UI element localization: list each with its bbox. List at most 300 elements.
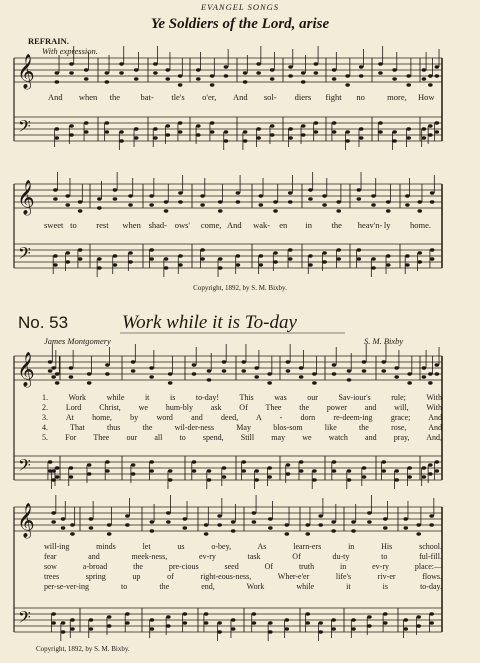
note-head — [362, 360, 367, 363]
verse-line: 5. For Thee our all to spend, Still may we watch and pray, And, — [42, 433, 442, 442]
bass-clef-icon: 𝄢 — [18, 243, 31, 267]
verse-line: 2. Lord Christ, we hum-bly ask Of Thee the power and will, With — [42, 403, 442, 412]
note-head — [416, 615, 421, 618]
note-head — [435, 130, 440, 133]
note-head — [119, 139, 124, 142]
note-head — [270, 124, 275, 127]
note-head — [200, 248, 205, 251]
note-head — [268, 517, 273, 520]
note-head — [267, 372, 272, 375]
bass-clef-icon: 𝄢 — [18, 455, 31, 479]
note-head — [51, 520, 56, 523]
note-head — [435, 363, 440, 366]
note-head — [131, 369, 136, 372]
note-head — [217, 523, 222, 526]
note-head — [207, 478, 212, 481]
note-head — [270, 77, 275, 80]
note-head — [357, 248, 362, 251]
composer-credit: S. M. Bixby — [364, 336, 404, 346]
note-head — [105, 363, 110, 366]
note-head — [359, 65, 364, 68]
note-head — [394, 375, 399, 378]
note-head — [285, 523, 290, 526]
note-head — [207, 369, 212, 372]
note-head — [285, 532, 290, 535]
note-head — [345, 130, 350, 133]
note-head — [288, 257, 293, 260]
note-head — [428, 74, 433, 77]
note-head — [149, 248, 154, 251]
note-head — [89, 517, 94, 520]
note-head — [107, 523, 112, 526]
note-head — [252, 621, 257, 624]
note-head — [241, 369, 246, 372]
note-head — [113, 188, 118, 191]
note-head — [386, 200, 391, 203]
note-head — [164, 209, 169, 212]
note-head — [55, 475, 60, 478]
note-head — [268, 630, 273, 633]
note-head — [53, 263, 58, 266]
note-head — [65, 194, 70, 197]
note-head — [183, 612, 188, 615]
lyric-syllable: And — [233, 92, 248, 102]
note-head — [259, 263, 264, 266]
note-head — [119, 62, 124, 65]
note-head — [168, 381, 173, 384]
note-head — [192, 460, 197, 463]
note-head — [196, 124, 201, 127]
note-head — [178, 191, 183, 194]
note-head — [231, 618, 236, 621]
note-head — [332, 372, 337, 375]
verse-line: sow a-broad the pre-cious seed Of truth in ev-ry place:— — [44, 562, 442, 571]
note-head — [422, 466, 427, 469]
refrain-label: REFRAIN. — [28, 36, 69, 46]
note-head — [53, 254, 58, 257]
note-head — [252, 520, 257, 523]
note-head — [61, 517, 66, 520]
note-head — [286, 463, 291, 466]
note-head — [318, 621, 323, 624]
note-head — [270, 68, 275, 71]
song-number: No. 53 — [18, 313, 69, 332]
note-head — [305, 612, 310, 615]
note-head — [70, 532, 75, 535]
note-head — [416, 523, 421, 526]
note-head — [192, 363, 197, 366]
note-head — [256, 62, 261, 65]
note-head — [332, 121, 337, 124]
note-head — [308, 188, 313, 191]
note-head — [405, 263, 410, 266]
note-head — [254, 478, 259, 481]
note-head — [222, 369, 227, 372]
note-head — [236, 200, 241, 203]
note-head — [61, 621, 66, 624]
note-head — [422, 366, 427, 369]
lyric-syllable: when — [122, 220, 141, 230]
note-head — [164, 266, 169, 269]
note-head — [78, 248, 83, 251]
note-head — [51, 621, 56, 624]
note-head — [435, 121, 440, 124]
note-head — [69, 71, 74, 74]
note-head — [131, 360, 136, 363]
note-head — [78, 200, 83, 203]
note-head — [241, 360, 246, 363]
note-head — [113, 254, 118, 257]
note-head — [105, 121, 110, 124]
note-head — [435, 65, 440, 68]
note-head — [347, 369, 352, 372]
note-head — [347, 478, 352, 481]
note-head — [406, 83, 411, 86]
note-head — [429, 621, 434, 624]
note-head — [168, 469, 173, 472]
note-head — [128, 194, 133, 197]
note-head — [210, 130, 215, 133]
note-head — [222, 466, 227, 469]
note-head — [84, 130, 89, 133]
note-head — [131, 472, 136, 475]
note-head — [357, 257, 362, 260]
note-head — [55, 127, 60, 130]
note-head — [259, 194, 264, 197]
note-head — [286, 472, 291, 475]
note-head — [322, 260, 327, 263]
note-head — [134, 127, 139, 130]
note-head — [87, 381, 92, 384]
note-head — [224, 74, 229, 77]
note-head — [200, 203, 205, 206]
note-head — [204, 523, 209, 526]
lyric-syllable: home. — [410, 220, 432, 230]
note-head — [332, 130, 337, 133]
note-head — [312, 381, 317, 384]
note-head — [422, 68, 427, 71]
lyric-syllable: How — [418, 92, 435, 102]
note-head — [428, 372, 433, 375]
note-head — [270, 133, 275, 136]
note-head — [153, 127, 158, 130]
note-head — [378, 121, 383, 124]
lyric-syllable: en — [279, 220, 288, 230]
note-head — [403, 618, 408, 621]
note-head — [345, 74, 350, 77]
note-head — [428, 124, 433, 127]
note-head — [222, 360, 227, 363]
note-head — [351, 520, 356, 523]
verse-line: 4. That thus the wil-der-ness May blos-som like the rose, And — [42, 423, 442, 432]
note-head — [430, 257, 435, 260]
note-head — [359, 74, 364, 77]
note-head — [204, 612, 209, 615]
note-head — [69, 124, 74, 127]
note-head — [125, 514, 130, 517]
note-head — [301, 133, 306, 136]
running-header: EVANGEL SONGS — [200, 2, 280, 12]
note-head — [149, 194, 154, 197]
note-head — [70, 618, 75, 621]
note-head — [224, 65, 229, 68]
verse-line: 3. At home, by word and deed, A - dorn re-deem-ing grace; And — [42, 413, 442, 422]
note-head — [65, 203, 70, 206]
note-head — [394, 366, 399, 369]
note-head — [105, 469, 110, 472]
note-head — [168, 478, 173, 481]
note-head — [362, 369, 367, 372]
lyric-syllable: when — [78, 92, 98, 102]
note-head — [178, 121, 183, 124]
note-head — [403, 526, 408, 529]
note-head — [48, 460, 53, 463]
note-head — [84, 77, 89, 80]
note-head — [392, 130, 397, 133]
note-head — [305, 532, 310, 535]
note-head — [200, 194, 205, 197]
note-head — [236, 263, 241, 266]
note-head — [166, 511, 171, 514]
note-head — [378, 71, 383, 74]
note-head — [314, 62, 319, 65]
note-head — [134, 77, 139, 80]
note-head — [299, 460, 304, 463]
note-head — [97, 266, 102, 269]
note-head — [69, 375, 74, 378]
note-head — [196, 68, 201, 71]
note-head — [406, 136, 411, 139]
note-head — [386, 209, 391, 212]
note-head — [288, 191, 293, 194]
lyric-syllable: ly — [383, 220, 391, 230]
note-head — [386, 263, 391, 266]
note-head — [105, 71, 110, 74]
note-head — [164, 200, 169, 203]
note-head — [150, 529, 155, 532]
note-head — [53, 188, 58, 191]
note-head — [166, 520, 171, 523]
note-head — [428, 381, 433, 384]
note-head — [224, 139, 229, 142]
note-head — [217, 621, 222, 624]
note-head — [222, 475, 227, 478]
note-head — [416, 624, 421, 627]
note-head — [381, 360, 386, 363]
note-head — [299, 366, 304, 369]
lyric-syllable: sol- — [263, 92, 277, 102]
note-head — [218, 266, 223, 269]
note-head — [407, 372, 412, 375]
note-head — [128, 260, 133, 263]
note-head — [288, 127, 293, 130]
note-head — [113, 197, 118, 200]
lyric-syllable: the — [109, 92, 121, 102]
note-head — [383, 621, 388, 624]
note-head — [332, 68, 337, 71]
note-head — [168, 372, 173, 375]
note-head — [331, 529, 336, 532]
note-head — [149, 460, 154, 463]
note-head — [314, 121, 319, 124]
note-head — [165, 124, 170, 127]
note-head — [105, 460, 110, 463]
note-head — [314, 71, 319, 74]
note-head — [259, 254, 264, 257]
note-head — [70, 523, 75, 526]
note-head — [312, 478, 317, 481]
note-head — [254, 375, 259, 378]
note-head — [165, 68, 170, 71]
verse-line: fear and meek-ness, ev-ry task Of du-ty to ful-fill. — [44, 552, 442, 561]
song2-copyright: Copyright, 1892, by S. M. Bixby. — [36, 645, 130, 653]
note-head — [351, 618, 356, 621]
note-head — [383, 612, 388, 615]
note-head — [153, 71, 158, 74]
note-head — [51, 612, 56, 615]
lyric-syllable: fight — [325, 92, 342, 102]
note-head — [336, 248, 341, 251]
verse-line: will-ing minds let us o-bey, As learn-ers in His school. — [44, 542, 442, 551]
note-head — [430, 191, 435, 194]
note-head — [273, 209, 278, 212]
note-head — [241, 460, 246, 463]
author-credit: James Montgomery — [44, 336, 111, 346]
note-head — [301, 80, 306, 83]
note-head — [267, 466, 272, 469]
note-head — [254, 469, 259, 472]
lyric-syllable: bat- — [140, 92, 154, 102]
note-head — [405, 254, 410, 257]
lyric-syllable: shad- — [148, 220, 167, 230]
note-head — [357, 197, 362, 200]
note-head — [288, 65, 293, 68]
note-head — [97, 257, 102, 260]
note-head — [308, 197, 313, 200]
note-head — [231, 529, 236, 532]
note-head — [332, 469, 337, 472]
note-head — [403, 517, 408, 520]
note-head — [435, 460, 440, 463]
note-head — [422, 127, 427, 130]
note-head — [84, 68, 89, 71]
note-head — [430, 200, 435, 203]
note-head — [259, 203, 264, 206]
note-head — [153, 62, 158, 65]
note-head — [61, 630, 66, 633]
lyric-syllable: o'er, — [202, 92, 217, 102]
song2-title: Work while it is To-day — [122, 312, 297, 333]
note-head — [153, 136, 158, 139]
note-head — [55, 381, 60, 384]
note-head — [357, 188, 362, 191]
note-head — [407, 466, 412, 469]
note-head — [61, 526, 66, 529]
note-head — [105, 130, 110, 133]
note-head — [69, 475, 74, 478]
note-head — [371, 203, 376, 206]
note-head — [345, 83, 350, 86]
note-head — [200, 257, 205, 260]
note-head — [267, 475, 272, 478]
note-head — [422, 136, 427, 139]
note-head — [256, 71, 261, 74]
note-head — [166, 624, 171, 627]
note-head — [69, 466, 74, 469]
note-head — [435, 74, 440, 77]
note-head — [299, 469, 304, 472]
note-head — [196, 77, 201, 80]
note-head — [183, 526, 188, 529]
note-head — [87, 463, 92, 466]
note-head — [210, 74, 215, 77]
note-head — [308, 254, 313, 257]
note-head — [164, 257, 169, 260]
note-head — [183, 621, 188, 624]
note-head — [392, 77, 397, 80]
note-head — [150, 627, 155, 630]
note-head — [150, 520, 155, 523]
note-head — [53, 197, 58, 200]
note-head — [224, 130, 229, 133]
note-head — [125, 621, 130, 624]
note-head — [149, 203, 154, 206]
treble-clef-icon: 𝄞 — [17, 180, 35, 215]
note-head — [331, 627, 336, 630]
note-head — [87, 472, 92, 475]
note-head — [416, 532, 421, 535]
note-head — [417, 200, 422, 203]
note-head — [359, 127, 364, 130]
note-head — [362, 466, 367, 469]
note-head — [55, 372, 60, 375]
note-head — [134, 68, 139, 71]
note-head — [105, 372, 110, 375]
note-head — [406, 127, 411, 130]
note-head — [210, 121, 215, 124]
note-head — [97, 197, 102, 200]
lyric-syllable: diers — [294, 92, 312, 102]
note-head — [336, 209, 341, 212]
note-head — [254, 366, 259, 369]
note-head — [407, 475, 412, 478]
note-head — [314, 130, 319, 133]
note-head — [405, 203, 410, 206]
note-head — [381, 369, 386, 372]
note-head — [217, 630, 222, 633]
note-head — [435, 372, 440, 375]
lyric-syllable: in — [305, 220, 313, 230]
note-head — [322, 251, 327, 254]
song1-copyright: Copyright, 1892, by S. M. Bixby. — [193, 284, 287, 292]
note-head — [417, 251, 422, 254]
note-head — [97, 206, 102, 209]
note-head — [381, 460, 386, 463]
treble-clef-icon: 𝄞 — [17, 54, 35, 89]
note-head — [65, 251, 70, 254]
note-head — [178, 74, 183, 77]
note-head — [89, 526, 94, 529]
note-head — [125, 523, 130, 526]
note-head — [332, 363, 337, 366]
note-head — [231, 520, 236, 523]
note-head — [286, 360, 291, 363]
note-head — [273, 200, 278, 203]
note-head — [394, 469, 399, 472]
note-head — [273, 251, 278, 254]
lyric-syllable: to — [70, 220, 77, 230]
note-head — [405, 194, 410, 197]
